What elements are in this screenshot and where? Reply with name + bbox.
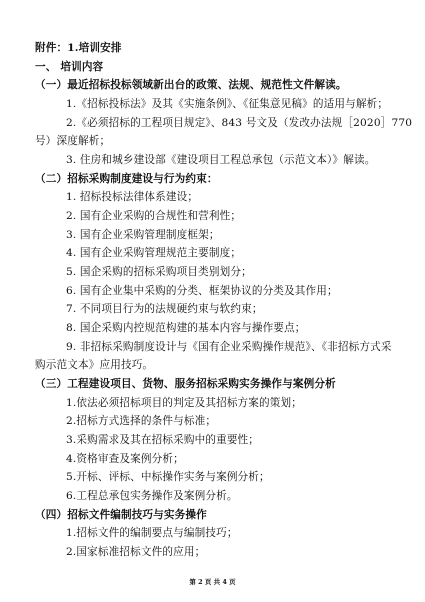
part3-item-2: 2.招标方式选择的条件与标准；: [66, 415, 217, 427]
part1-item-1: 1.《招标投标法》及其《实施条例》、《征集意见稿》的适用与解析；: [66, 98, 389, 110]
part2-heading: （二）招标采购制度建设与行为约束：: [35, 173, 218, 185]
page-footer: 第 2 页 共 4 页: [189, 578, 236, 586]
part3-item-5: 5.开标、评标、中标操作实务与案例分析；: [66, 471, 270, 483]
part2-item-2: 2. 国有企业采购的合规性和营利性；: [66, 210, 242, 222]
part2-item-6: 6. 国有企业集中采购的分类、框架协议的分类及其作用；: [66, 285, 338, 297]
part2-item-9: 9. 非招标采购制度设计与《国有企业采购操作规范》、《非招标方式采: [66, 341, 392, 353]
part2-item-1: 1. 招标投标法律体系建设；: [66, 191, 199, 203]
part4-heading: （四）招标文件编制技巧与实务操作: [35, 509, 207, 521]
part3-item-1: 1.依法必须招标项目的判定及其招标方案的策划；: [66, 397, 303, 409]
part3-item-3: 3.采购需求及其在招标采购中的重要性；: [66, 434, 260, 446]
part4-item-1: 1.招标文件的编制要点与编制技巧；: [66, 527, 238, 539]
part4-item-2: 2.国家标准招标文件的应用；: [66, 546, 206, 558]
part2-item-5: 5. 国企采购的招标采购项目类别划分；: [66, 266, 252, 278]
attachment-title: 附件：1.培训安排: [35, 42, 122, 54]
part3-item-6: 6.工程总承包实务操作及案例分析。: [66, 490, 238, 502]
part2-item-4: 4. 国有企业采购管理规范主要制度；: [66, 247, 242, 259]
section-one-heading: 一、 培训内容: [35, 61, 104, 73]
part1-item-3: 3. 住房和城乡建设部《建设项目工程总承包（示范文本）》解读。: [66, 154, 376, 166]
part1-item-2: 2.《必须招标的工程项目规定》、843 号文及（发改办法规［2020］770: [66, 117, 413, 129]
part2-item-3: 3. 国有企业采购管理制度框架；: [66, 229, 220, 241]
part3-heading: （三）工程建设项目、货物、服务招标采购实务操作与案例分析: [35, 378, 336, 390]
part2-item-8: 8. 国企采购内控规范构建的基本内容与操作要点；: [66, 322, 306, 334]
part1-heading: （一）最近招标投标领域新出台的政策、法规、规范性文件解读。: [35, 79, 347, 91]
part2-item-7: 7. 不同项目行为的法规硬约束与软约束；: [66, 303, 263, 315]
part2-item-9-continued: 购示范文本》应用技巧。: [35, 359, 154, 371]
part3-item-4: 4.资格审查及案例分析；: [66, 453, 184, 465]
part1-item-2-continued: 号）深度解析；: [35, 135, 111, 147]
